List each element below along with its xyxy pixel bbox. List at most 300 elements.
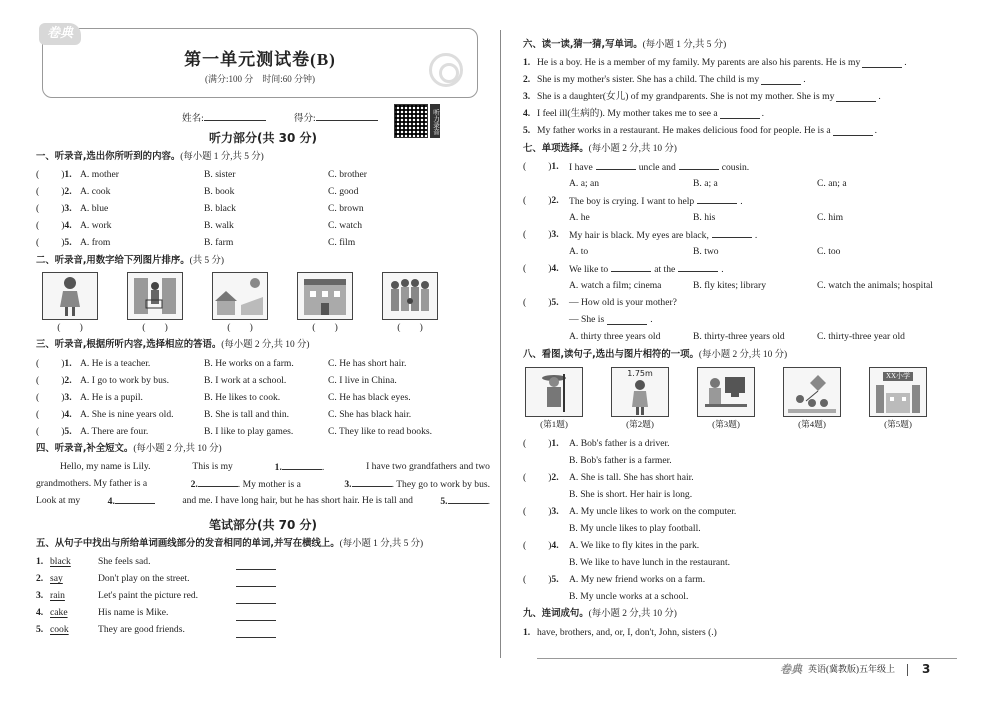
question-row <box>523 435 968 452</box>
option-a[interactable]: A. work <box>80 220 112 232</box>
paren-open: ( <box>523 195 527 206</box>
phonics-row <box>36 588 490 605</box>
answer-blank[interactable] <box>607 315 647 325</box>
passage-line-1 <box>36 459 490 476</box>
question-row <box>36 184 490 201</box>
item-number: 3. <box>551 505 559 517</box>
picture-row <box>36 272 490 320</box>
section-2-title: 二、听录音,用数字给下列图片排序。 <box>36 254 190 266</box>
paren-close: ) <box>548 437 552 449</box>
name-label: 姓名: <box>182 113 204 124</box>
paren-close: ) <box>61 391 65 403</box>
paren-close: ) <box>61 220 65 232</box>
question-segment: We like to <box>569 264 609 275</box>
option-a[interactable]: A. he <box>569 212 590 223</box>
score-blank[interactable] <box>316 111 378 121</box>
option-b[interactable]: B. She is tall and thin. <box>204 408 290 420</box>
passage-text: Hello, my name is Lily. <box>60 461 151 473</box>
item-number: 4. <box>64 220 72 232</box>
item-number: 1. <box>551 437 559 449</box>
option-b[interactable]: B. I like to play games. <box>204 425 294 437</box>
question-row <box>523 159 968 176</box>
item-number: 3. <box>64 391 72 403</box>
option-c[interactable]: C. They like to read books. <box>328 425 433 437</box>
option-a[interactable]: A. to <box>569 246 589 257</box>
paren-close: ) <box>548 263 552 274</box>
farmer-picture <box>525 367 583 417</box>
listening-part-title: 听力部分(共 30 分) <box>208 130 318 145</box>
school-gate-picture <box>869 367 927 417</box>
answer-paren[interactable] <box>36 186 80 198</box>
option-c[interactable]: C. thirty-three year old <box>817 331 905 342</box>
paren-close: ) <box>61 169 65 181</box>
riddle-text: I feel ill(生病的). My mother takes me to see a <box>537 108 718 120</box>
answer-paren[interactable] <box>523 229 569 241</box>
option-a[interactable]: A. cook <box>80 186 111 198</box>
column-divider <box>500 30 501 658</box>
riddle-text: My father works in a restaurant. He makes delicious food for people. He is a <box>537 125 831 137</box>
answer-paren[interactable] <box>523 472 569 484</box>
option-b[interactable]: B. black <box>204 203 236 215</box>
option-a[interactable]: A. He is a teacher. <box>80 357 151 369</box>
section-5-title: 五、从句子中找出与所给单词画线部分的发音相同的单词,并写在横线上。 <box>36 537 340 549</box>
paren-open: ( <box>36 357 40 369</box>
answer-paren[interactable] <box>523 161 569 173</box>
item-number: 5. <box>551 573 559 585</box>
item-number: 4. <box>64 408 72 420</box>
brand-logo: 卷典 <box>39 23 81 45</box>
answer-paren[interactable] <box>523 297 569 309</box>
section-9-title: 九、连词成句。 <box>523 608 589 620</box>
answer-blank[interactable] <box>761 75 801 85</box>
riddle-row <box>523 72 968 89</box>
option-c[interactable]: C. She has black hair. <box>328 408 412 420</box>
option-b[interactable]: B. sister <box>204 169 236 181</box>
option-a[interactable]: A. watch a film; cinema <box>569 280 662 291</box>
passage-text: This is my <box>192 461 233 473</box>
riddle-row <box>523 89 968 106</box>
option-c[interactable]: C. I live in China. <box>328 374 397 386</box>
answer-blank[interactable] <box>836 92 876 102</box>
sentence: They are good friends. <box>98 624 185 636</box>
s6-items <box>523 55 968 140</box>
paren-open: ( <box>36 237 40 249</box>
option-c[interactable]: C. film <box>328 237 356 249</box>
question-row <box>36 218 490 235</box>
question-row <box>36 355 490 372</box>
riddle-row <box>523 123 968 140</box>
girl-picture <box>42 272 98 320</box>
section-1-title: 一、听录音,选出你所听到的内容。 <box>36 150 181 162</box>
section-6-title: 六、读一读,猜一猜,写单词。 <box>523 39 643 50</box>
answer-paren[interactable] <box>36 358 80 370</box>
picture-answer-1[interactable]: ( ) <box>57 322 83 334</box>
question-row-2 <box>523 312 968 329</box>
section-1-note: (每小题 1 分,共 5 分) <box>180 151 264 162</box>
name-field[interactable] <box>182 111 266 125</box>
score-label: 得分: <box>293 113 316 124</box>
answer-blank[interactable] <box>712 228 752 238</box>
page-subtitle: (满分:100 分 时间:60 分钟) <box>205 74 315 84</box>
paren-open: ( <box>36 408 40 420</box>
answer-paren[interactable] <box>523 263 569 275</box>
paren-close: ) <box>548 539 552 551</box>
option-a[interactable]: A. He is a pupil. <box>80 391 143 403</box>
option-b[interactable]: B. Bob's father is a farmer. <box>569 454 672 466</box>
passage-text: . They go to work by bus. <box>391 479 490 491</box>
section-6-note: (每小题 1 分,共 5 分) <box>642 40 727 50</box>
answer-paren[interactable] <box>36 169 80 181</box>
riddle-row <box>523 55 968 72</box>
option-b[interactable]: B. farm <box>204 237 234 249</box>
question-text <box>569 228 757 242</box>
option-c[interactable]: C. watch <box>328 220 363 232</box>
paren-close: ) <box>61 425 65 437</box>
answer-blank[interactable] <box>596 160 636 170</box>
s7-items <box>523 159 968 346</box>
answer-blank[interactable] <box>448 494 488 504</box>
answer-paren[interactable] <box>523 574 569 586</box>
paren-open: ( <box>523 471 527 483</box>
question-segment: I have <box>569 162 593 173</box>
option-b[interactable]: B. He likes to cook. <box>204 391 281 403</box>
paren-open: ( <box>523 263 527 274</box>
answer-blank[interactable] <box>678 262 718 272</box>
answer-blank[interactable] <box>352 477 392 487</box>
answer-blank[interactable] <box>115 494 155 504</box>
answer-blank[interactable] <box>236 577 276 587</box>
answer-paren[interactable] <box>36 203 80 215</box>
answer-paren[interactable] <box>36 375 80 387</box>
option-b[interactable]: B. thirty-three years old <box>693 331 785 342</box>
option-a[interactable]: A. blue <box>80 203 109 215</box>
kite-park-picture <box>783 367 841 417</box>
paren-open: ( <box>36 203 40 215</box>
answer-paren[interactable] <box>36 220 80 232</box>
answer-paren[interactable] <box>523 195 569 207</box>
option-a[interactable]: A. She is tall. She has short hair. <box>569 471 694 483</box>
target-word: black <box>50 556 71 568</box>
target-word: cook <box>50 624 69 636</box>
option-b[interactable]: B. a; a <box>693 178 718 189</box>
footer-divider <box>537 658 957 659</box>
riddle-text: She is my mother's sister. She has a child. The child is my <box>537 74 760 86</box>
item-number: 5. <box>551 297 559 308</box>
answer-paren[interactable] <box>36 409 80 421</box>
riddle-end: . <box>874 125 877 137</box>
option-c[interactable]: C. He has black eyes. <box>328 391 411 403</box>
question-row <box>36 167 490 184</box>
question-text <box>569 262 724 276</box>
item-number: 3. <box>523 91 531 103</box>
question-row <box>523 295 968 312</box>
phonics-row <box>36 554 490 571</box>
option-a[interactable]: A. a; an <box>569 178 600 189</box>
item-number: 4. <box>551 539 559 551</box>
item-number: 3. <box>36 590 44 602</box>
item-number: 1. <box>64 357 72 369</box>
option-b-row <box>523 452 968 469</box>
section-9-heading <box>523 608 968 621</box>
item-number: 2. <box>64 186 72 198</box>
option-c[interactable]: C. brother <box>328 169 367 181</box>
writing-part-title: 笔试部分(共 70 分) <box>208 517 318 532</box>
target-word: cake <box>50 607 68 619</box>
option-a[interactable]: A. Bob's father is a driver. <box>569 437 670 449</box>
question-segment: at the <box>654 264 676 275</box>
riddle-end: . <box>904 57 907 69</box>
picture-caption: (第4题) <box>798 419 826 430</box>
option-a[interactable]: A. from <box>80 237 111 249</box>
paren-open: ( <box>523 505 527 517</box>
item-number: 1. <box>551 161 559 172</box>
option-c[interactable]: C. him <box>817 212 844 223</box>
family-picture <box>382 272 438 320</box>
option-b[interactable]: B. My uncle likes to play football. <box>569 522 701 534</box>
option-c[interactable]: C. watch the animals; hospital <box>817 280 933 291</box>
question-row <box>36 406 490 423</box>
blank-number: 1. <box>274 462 282 474</box>
cloze-passage <box>36 459 490 510</box>
answer-blank[interactable] <box>236 560 276 570</box>
section-8-captions <box>523 419 968 433</box>
question-row <box>523 193 968 210</box>
option-b[interactable]: B. He works on a farm. <box>204 357 294 369</box>
answer-blank[interactable] <box>611 262 651 272</box>
paren-open: ( <box>523 573 527 585</box>
target-word: say <box>50 573 63 585</box>
options-row <box>523 244 968 261</box>
answer-blank[interactable] <box>198 477 238 487</box>
paren-open: ( <box>523 539 527 551</box>
blank-number: 4. <box>107 496 115 508</box>
question-row <box>36 235 490 252</box>
footer-book-title: 英语(冀教版)五年级上 <box>808 663 895 674</box>
item-number: 2. <box>523 74 531 86</box>
item-number: 1. <box>523 626 531 638</box>
option-a[interactable]: A. I go to work by bus. <box>80 374 170 386</box>
section-7-title: 七、单项选择。 <box>523 142 589 154</box>
answer-paren[interactable] <box>523 506 569 518</box>
height-label: 1.75m <box>627 369 653 379</box>
section-8-pictures <box>523 367 968 417</box>
paren-close: ) <box>61 237 65 249</box>
blank-number: 3. <box>344 479 352 491</box>
option-c[interactable]: C. too <box>817 246 841 257</box>
item-number: 1. <box>64 169 72 181</box>
answer-blank[interactable] <box>236 594 276 604</box>
picture-caption: (第5题) <box>884 419 912 430</box>
option-a[interactable]: A. We like to fly kites in the park. <box>569 539 700 551</box>
option-b[interactable]: B. fly kites; library <box>693 280 767 291</box>
section-9-item <box>523 624 968 641</box>
section-8-note: (每小题 2 分,共 10 分) <box>698 349 788 360</box>
score-field[interactable] <box>294 111 378 125</box>
page-number: 3 <box>922 662 931 676</box>
question-segment: My hair is black. My eyes are black, <box>569 230 709 241</box>
item-number: 4. <box>551 263 559 274</box>
options-row <box>523 210 968 227</box>
question-row <box>36 372 490 389</box>
option-b[interactable]: B. I work at a school. <box>204 374 287 386</box>
question-text <box>569 194 743 208</box>
picture-caption: (第1题) <box>540 419 568 430</box>
option-a[interactable]: A. thirty three years old <box>569 331 661 342</box>
name-blank[interactable] <box>204 111 266 121</box>
answer-blank[interactable] <box>282 460 322 470</box>
option-c[interactable]: C. brown <box>328 203 364 215</box>
option-a[interactable]: A. There are four. <box>80 425 149 437</box>
paren-open: ( <box>36 374 40 386</box>
passage-text: . <box>321 462 325 474</box>
section-6-heading <box>523 39 968 52</box>
option-b[interactable]: B. We like to have lunch in the restaurant. <box>569 556 731 568</box>
passage-text: I have two grandfathers and two <box>366 461 490 473</box>
answer-blank[interactable] <box>236 611 276 621</box>
picture-caption: (第3题) <box>712 419 740 430</box>
riddle-text: He is a boy. He is a member of my family. My parents are also his parents. He is my <box>537 57 861 69</box>
passage-text: . <box>487 496 490 508</box>
option-a[interactable]: A. She is nine years old. <box>80 408 174 420</box>
paren-close: ) <box>548 229 552 240</box>
picture-answer-5[interactable]: ( ) <box>397 322 423 334</box>
option-b[interactable]: B. his <box>693 212 716 223</box>
s8-items <box>523 435 968 605</box>
riddle-row <box>523 106 968 123</box>
paren-close: ) <box>548 161 552 172</box>
paren-close: ) <box>61 357 65 369</box>
target-word: rain <box>50 590 65 602</box>
answer-blank[interactable] <box>236 628 276 638</box>
question-row <box>523 537 968 554</box>
item-number: 5. <box>523 125 531 137</box>
option-c[interactable]: C. He has short hair. <box>328 357 407 369</box>
answer-paren[interactable] <box>36 237 80 249</box>
item-number: 5. <box>36 624 44 636</box>
paren-close: ) <box>548 195 552 206</box>
picture-answer-4[interactable]: ( ) <box>312 322 338 334</box>
paren-open: ( <box>523 297 527 308</box>
question-row <box>36 423 490 440</box>
question-segment: cousin. <box>721 162 750 173</box>
option-b[interactable]: B. book <box>204 186 235 198</box>
answer-blank[interactable] <box>697 194 737 204</box>
section-5-note: (每小题 1 分,共 5 分) <box>339 538 424 549</box>
option-a[interactable]: A. My uncle likes to work on the computer. <box>569 505 737 517</box>
question-text <box>569 297 677 309</box>
question-row <box>523 571 968 588</box>
option-b-row <box>523 520 968 537</box>
item-number: 2. <box>551 195 559 206</box>
option-c[interactable]: C. good <box>328 186 359 198</box>
answer-paren[interactable] <box>36 426 80 438</box>
right-column <box>523 36 968 641</box>
answer-paren[interactable] <box>36 392 80 404</box>
blank-number: 2. <box>190 479 198 491</box>
option-b[interactable]: B. My uncle works at a school. <box>569 590 689 602</box>
question-segment: . <box>721 264 724 275</box>
picture-answer-3[interactable]: ( ) <box>227 322 253 334</box>
item-number: 5. <box>64 425 72 437</box>
s1-items <box>36 167 490 252</box>
item-number: 2. <box>64 374 72 386</box>
option-b[interactable]: B. two <box>693 246 719 257</box>
paren-close: ) <box>61 408 65 420</box>
item-number: 1. <box>36 556 44 568</box>
paren-open: ( <box>523 229 527 240</box>
picture-answer-row <box>36 322 490 336</box>
section-1-heading <box>36 151 490 164</box>
section-4-title: 四、听录音,补全短文。 <box>36 443 134 455</box>
option-a[interactable]: A. My new friend works on a farm. <box>569 573 706 585</box>
title-box <box>42 28 478 98</box>
qr-code-icon[interactable] <box>394 104 428 138</box>
sentence: Don't play on the street. <box>98 573 190 585</box>
computer-picture <box>697 367 755 417</box>
option-b-row <box>523 486 968 503</box>
answer-blank[interactable] <box>862 58 902 68</box>
answer-blank[interactable] <box>720 109 760 119</box>
option-b[interactable]: B. She is short. Her hair is long. <box>569 488 693 500</box>
passage-text: and me. I have long hair, but he has short hair. He is tall and <box>182 495 413 507</box>
farm-picture <box>212 272 268 320</box>
paren-open: ( <box>36 220 40 232</box>
paren-close: ) <box>61 203 65 215</box>
paren-close: ) <box>61 374 65 386</box>
footer-separator <box>907 664 908 676</box>
sentence: Let's paint the picture red. <box>98 590 199 602</box>
answer-paren[interactable] <box>523 540 569 552</box>
passage-text: grandmothers. My father is a <box>36 478 148 490</box>
paren-close: ) <box>548 471 552 483</box>
shopping-picture <box>127 272 183 320</box>
question-segment: The boy is crying. I want to help <box>569 196 695 207</box>
footer-brand: 卷典 <box>780 662 802 676</box>
section-7-note: (每小题 2 分,共 10 分) <box>588 143 677 154</box>
section-4-note: (每小题 2 分,共 10 分) <box>133 444 222 455</box>
paren-close: ) <box>61 186 65 198</box>
riddle-end: . <box>761 108 765 120</box>
answer-paren[interactable] <box>523 438 569 450</box>
answer-blank[interactable] <box>679 160 719 170</box>
option-a[interactable]: A. mother <box>80 169 119 181</box>
item-number: 4. <box>36 607 44 619</box>
answer-blank[interactable] <box>833 126 873 136</box>
question-segment: — How old is your mother? <box>569 297 677 308</box>
item-number: 2. <box>36 573 44 585</box>
question-row <box>523 469 968 486</box>
option-c[interactable]: C. an; a <box>817 178 847 189</box>
riddle-text: She is a daughter(女儿) of my grandparents. She is not my mother. She is my <box>537 91 835 103</box>
option-b[interactable]: B. walk <box>204 220 234 232</box>
passage-line-3 <box>36 493 490 510</box>
question-segment: . <box>754 230 758 241</box>
tall-girl-picture <box>611 367 669 417</box>
question-segment: . <box>650 314 653 325</box>
picture-answer-2[interactable]: ( ) <box>142 322 168 334</box>
section-2-heading <box>36 255 490 268</box>
paren-open: ( <box>36 391 40 403</box>
section-3-note: (每小题 2 分,共 10 分) <box>221 340 310 351</box>
question-row <box>36 201 490 218</box>
paren-open: ( <box>523 161 527 172</box>
school-picture <box>297 272 353 320</box>
item-number: 2. <box>551 471 559 483</box>
options-row <box>523 278 968 295</box>
paren-open: ( <box>36 186 40 198</box>
question-row <box>36 389 490 406</box>
passage-text: . My mother is a <box>237 479 301 491</box>
